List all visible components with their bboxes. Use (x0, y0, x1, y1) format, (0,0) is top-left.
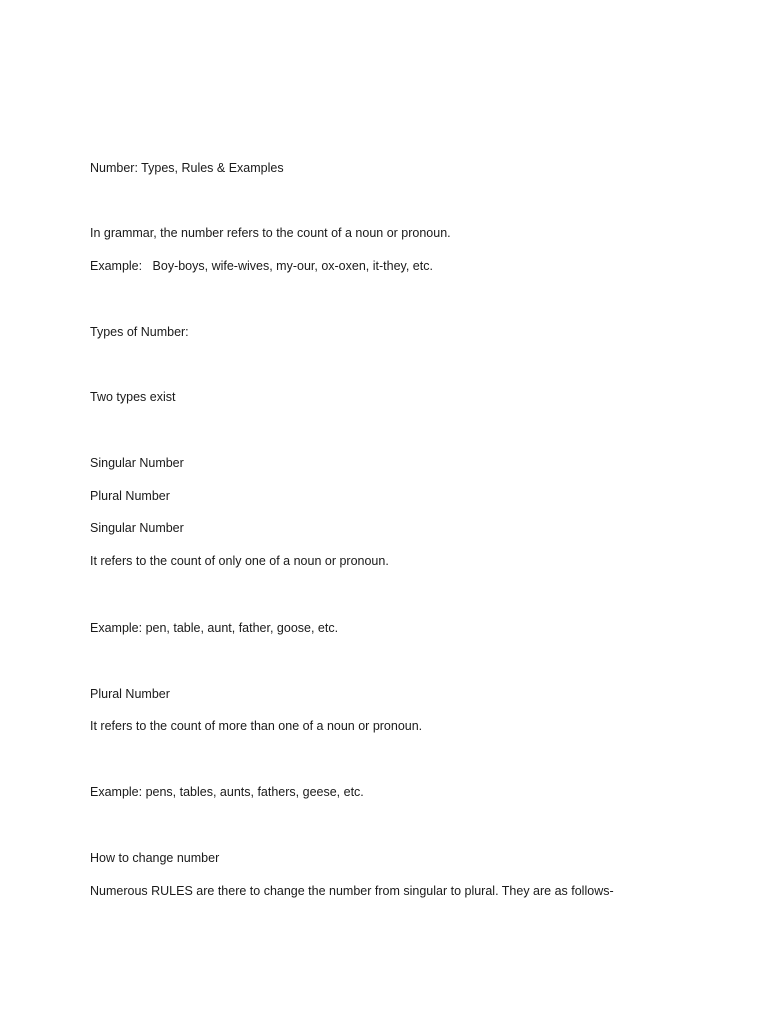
intro-example: Example: Boy-boys, wife-wives, my-our, ox-oxen, it-they, etc. (90, 259, 433, 273)
change-text: Numerous RULES are there to change the number from singular to plural. They are as follows- (90, 884, 614, 898)
types-heading: Types of Number: (90, 325, 189, 339)
type-list-item: Singular Number (90, 456, 184, 470)
singular-definition: It refers to the count of only one of a noun or pronoun. (90, 554, 389, 568)
singular-heading: Singular Number (90, 521, 184, 535)
type-list-item: Plural Number (90, 489, 170, 503)
plural-definition: It refers to the count of more than one of a noun or pronoun. (90, 719, 423, 733)
document-title: Number: Types, Rules & Examples (90, 161, 284, 175)
types-count: Two types exist (90, 390, 176, 404)
singular-example: Example: pen, table, aunt, father, goose, etc. (90, 621, 339, 635)
plural-heading: Plural Number (90, 687, 170, 701)
intro-paragraph: In grammar, the number refers to the count of a noun or pronoun. (90, 226, 451, 240)
plural-example: Example: pens, tables, aunts, fathers, geese, etc. (90, 785, 364, 799)
change-heading: How to change number (90, 851, 220, 865)
